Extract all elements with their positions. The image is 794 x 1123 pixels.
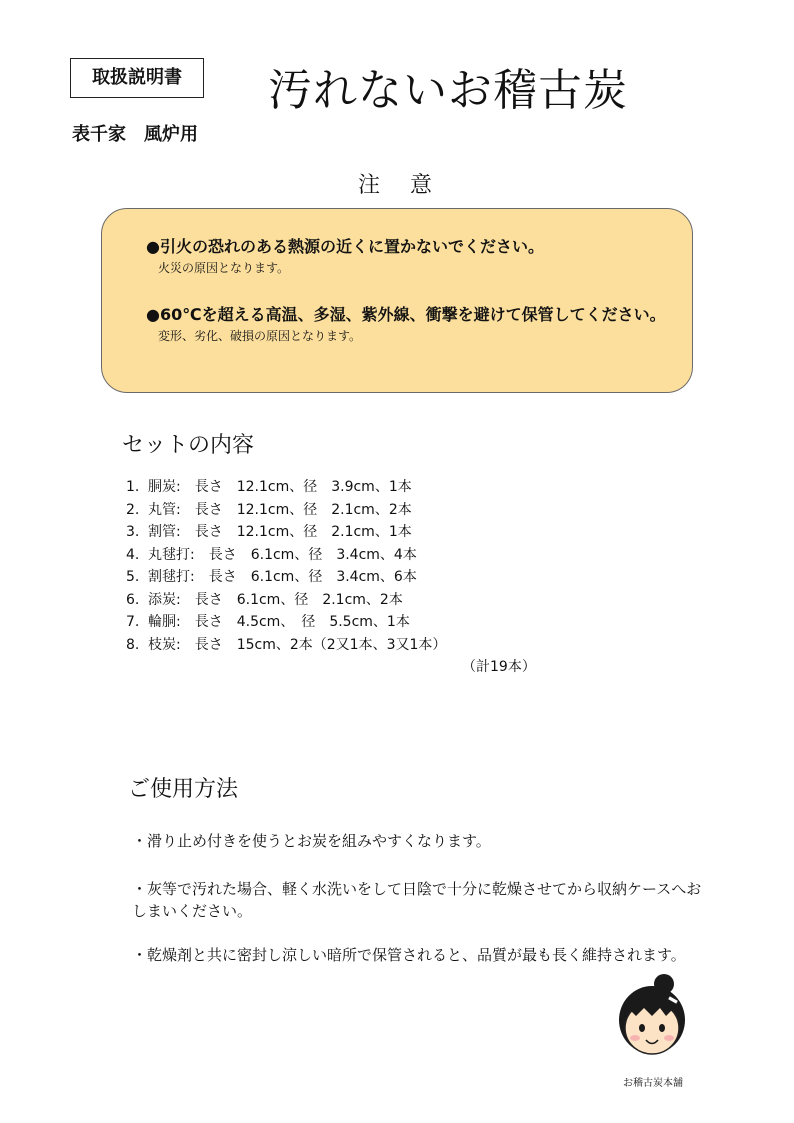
item-text: 丸毬打: 長さ 6.1cm、径 3.4cm、4本 — [148, 546, 417, 563]
warning-sub-text: 変形、劣化、破損の原因となります。 — [158, 329, 362, 343]
warning-item — [146, 235, 666, 277]
item-number: 7. — [126, 614, 140, 630]
item-number: 3. — [126, 524, 140, 540]
item-text: 胴炭: 長さ 12.1cm、径 3.9cm、1本 — [148, 479, 412, 495]
warning-box — [101, 208, 693, 393]
item-number: 6. — [126, 591, 140, 608]
list-item — [126, 544, 446, 567]
list-item — [126, 634, 446, 657]
item-text: 丸管: 長さ 12.1cm、径 2.1cm、2本 — [148, 501, 412, 518]
item-number: 8. — [126, 636, 140, 653]
set-contents-heading: セットの内容 — [122, 433, 255, 458]
usage-heading: ご使用方法 — [128, 777, 239, 802]
item-text: 枝炭: 長さ 15cm、2本（2又1本、3又1本） — [148, 636, 447, 653]
total-count: （計19本） — [462, 659, 536, 675]
item-text: 輪胴: 長さ 4.5cm、 径 5.5cm、1本 — [148, 614, 410, 630]
warning-item — [146, 303, 666, 345]
caution-heading: 注 意 — [357, 173, 436, 198]
list-item — [126, 476, 446, 499]
item-number: 5. — [126, 569, 140, 585]
usage-item: ・滑り止め付きを使うとお炭を組みやすくなります。 — [132, 832, 491, 850]
set-contents-list — [126, 476, 446, 656]
document-label: 取扱説明書 — [70, 58, 204, 98]
usage-item: ・乾燥剤と共に密封し涼しい暗所で保管されると、品質が最も長く維持されます。 — [132, 946, 686, 964]
shop-name: お稽古炭本舗 — [623, 1078, 683, 1089]
item-number: 2. — [126, 501, 140, 518]
item-text: 添炭: 長さ 6.1cm、径 2.1cm、2本 — [148, 591, 403, 608]
list-item — [126, 611, 446, 634]
warning-main-text: ●引火の恐れのある熱源の近くに置かないでください。 — [146, 237, 544, 256]
page-title: 汚れないお稽古炭 — [268, 65, 628, 116]
item-number: 4. — [126, 546, 140, 563]
item-text: 割毬打: 長さ 6.1cm、径 3.4cm、6本 — [148, 569, 417, 585]
item-text: 割管: 長さ 12.1cm、径 2.1cm、1本 — [148, 524, 412, 540]
subtitle: 表千家 風炉用 — [72, 124, 198, 145]
list-item — [126, 589, 446, 612]
list-item — [126, 499, 446, 522]
warning-main-text: ●60℃を超える高温、多湿、紫外線、衝撃を避けて保管してください。 — [146, 305, 666, 324]
list-item — [126, 566, 446, 589]
warning-sub-text: 火災の原因となります。 — [158, 261, 290, 275]
list-item — [126, 521, 446, 544]
girl-mascot-icon — [612, 972, 694, 1068]
item-number: 1. — [126, 479, 140, 495]
usage-item: ・灰等で汚れた場合、軽く水洗いをして日陰で十分に乾燥させてから収納ケースへおしまいください。 — [132, 880, 702, 920]
